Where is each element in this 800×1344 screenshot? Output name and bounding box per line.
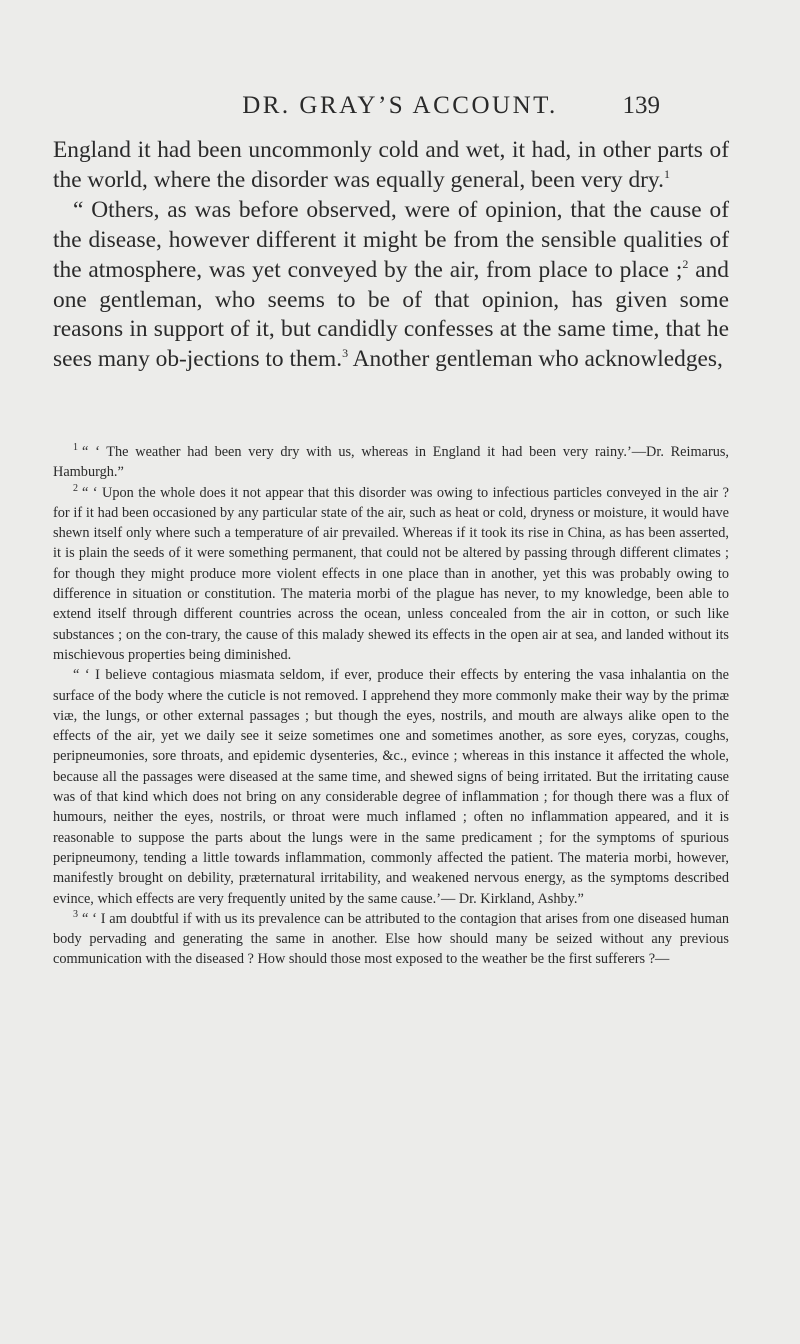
page-number: 139: [622, 92, 660, 119]
footnote-3: [53, 909, 729, 970]
body-paragraph-2-text-a: “ Others, as was before observed, were of opinion, that the cause of the disease, however different it might be from the sensible qualities of the atmosphere, was yet conveyed by the air, from place to place ;: [53, 196, 729, 283]
footnote-1: [53, 442, 729, 483]
footnote-2-text: “ ‘ Upon the whole does it not appear that this disorder was owing to infectious particles conveyed in the air ? for if it had been occasioned by any particular state of the air, such as heat or cold, dryness or moisture, it would have shewn itself only where such a temperature of air prevailed. Whereas if it took its rise in China, as has been asserted, it is plain the seeds of it were something permanent, that could not be altered by passing through different climates ; for though they might produce more violent effects in one place than in another, yet this was probably owing to difference in situation or constitution. The materia morbi of the plague has never, to my knowledge, been able to extend itself through different countries across the ocean, unless concealed from the air in cotton, or such like substances ; on the con-trary, the cause of this malady shewed its effects in the open air at sea, and landed without its mischievous properties being diminished.: [53, 484, 729, 663]
footnote-ref-1: 1: [663, 167, 670, 182]
footnotes: [53, 442, 729, 970]
body-paragraph-2-text-c: Another gentleman who acknowledges,: [348, 346, 723, 373]
footnote-2-continued: [53, 665, 729, 909]
footnote-ref-2: 2: [682, 256, 689, 271]
running-head: DR. GRAY’S ACCOUNT.: [242, 92, 558, 119]
footnote-3-mark: 3: [73, 909, 78, 921]
footnote-ref-3: 3: [342, 346, 349, 361]
footnote-3-text: “ ‘ I am doubtful if with us its prevalence can be attributed to the contagion that arises from one diseased human body pervading and generating the same in another. Else how should many be seized without any previous communication with the diseased ? How should those most exposed to the weather be the first sufferers ?—: [53, 910, 729, 968]
footnote-2-text-continued: “ ‘ I believe contagious miasmata seldom, if ever, produce their effects by entering the vasa inhalantia on the surface of the body where the cuticle is not removed. I apprehend they more commonly make their way by the primæ viæ, the lungs, or other external passages ; but though the eyes, nostrils, and mouth are always alike open to the effects of the air, yet we daily see it seize sometimes one and sometimes another, as sore eyes, coryzas, coughs, peripneumonies, sore throats, and epidemic dysenteries, &c., evince ; whereas in this instance it affected the whole, because all the passages were diseased at the same time, and shewed signs of being irritated. But the irritating cause was of that kind which does not bring on any considerable degree of inflammation ; for though there was a flux of humours, neither the eyes, nostrils, or throat were much inflamed ; often no inflammation appeared, and it is reasonable to suppose the parts about the lungs were in the same predicament ; for the symptoms of spurious peripneumony, tending a little towards inflammation, commonly affected the patient. The materia morbi, however, manifestly brought on debility, præternatural irritability, and weakened nervous energy, as the symptoms described evince, which effects are very frequently united by the same cause.’— Dr. Kirkland, Ashby.”: [53, 667, 729, 907]
body-paragraph-1-text: England it had been uncommonly cold and wet, it had, in other parts of the world, where the disorder was equally general, been very dry.: [53, 137, 729, 193]
main-text: [53, 136, 729, 375]
footnote-2: [53, 483, 729, 666]
footnote-1-mark: 1: [73, 442, 78, 454]
page-header: [0, 92, 800, 128]
footnote-1-text: “ ‘ The weather had been very dry with us, whereas in England it had been very rainy.’—Dr. Reimarus, Hamburgh.”: [53, 444, 729, 481]
body-paragraph-2-text-b: and one gentleman, who seems to be of that opinion, has given some reasons in support of it, but candidly confesses at the same time, that he sees many ob-jections to them.: [53, 256, 729, 373]
footnote-2-mark: 2: [73, 482, 78, 494]
body-paragraph-2: [53, 196, 729, 375]
body-paragraph-1: [53, 136, 729, 196]
